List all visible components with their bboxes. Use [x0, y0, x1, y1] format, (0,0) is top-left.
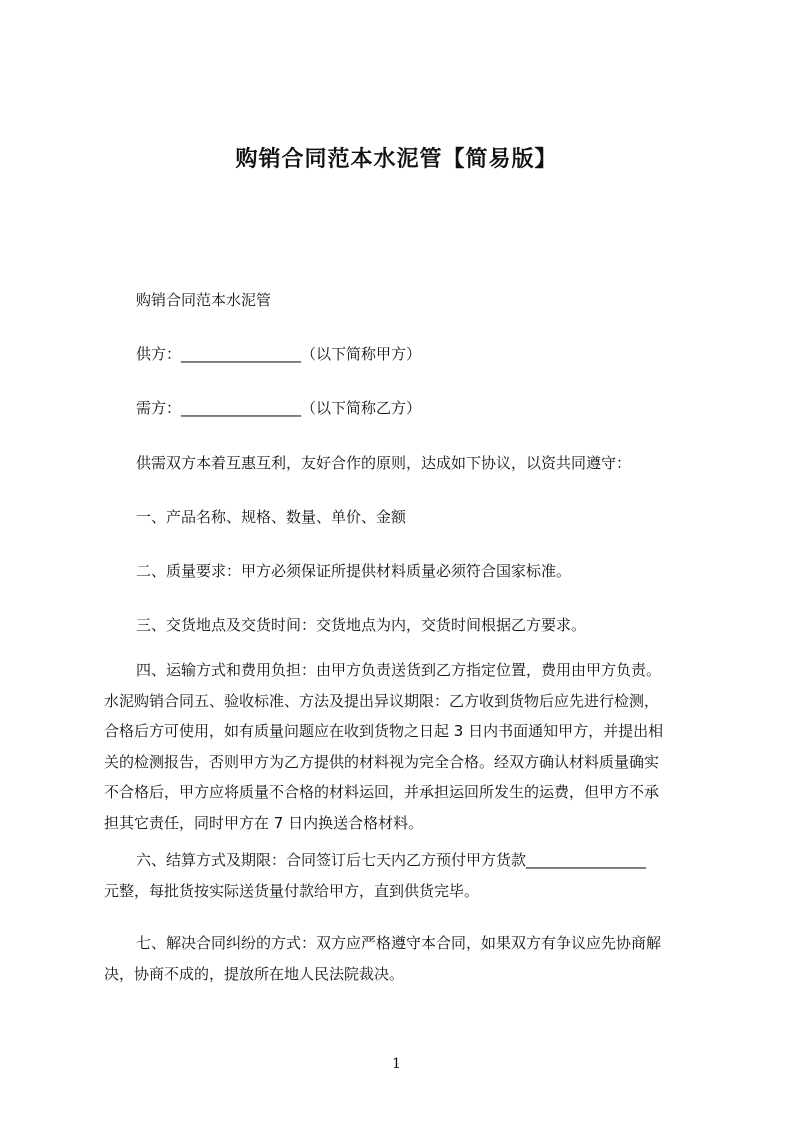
clause-6-block [104, 845, 706, 906]
clause-7-line: 七、解决合同纠纷的方式：双方应严格遵守本合同，如果双方有争议应先协商解 [136, 934, 662, 952]
clause-4-line: 四、运输方式和费用负担：由甲方负责送货到乙方指定位置，费用由甲方负责。 [136, 661, 662, 679]
subtitle: 购销合同范本水泥管 [136, 291, 272, 309]
clause-4-line: 水泥购销合同五、验收标准、方法及提出异议期限：乙方收到货物后应先进行检测， [104, 691, 660, 710]
clause-6-line: 元整，每批货按实际送货量付款给甲方，直到供货完毕。 [104, 881, 480, 900]
clause-4-block [104, 655, 706, 838]
document-title: 购销合同范本水泥管【简易版】 [235, 147, 558, 172]
clause-4-line: 不合格后，甲方应将质量不合格的材料运回，并承担运回所发生的运费，但甲方不承 [104, 783, 660, 801]
clause-1: 一、产品名称、规格、数量、单价、金额 [136, 508, 407, 526]
clause-4-line: 担其它责任，同时甲方在 7 日内换送合格材料。 [104, 813, 424, 832]
supplier-line: 供方：________________（以下简称甲方） [136, 345, 422, 363]
clause-7-line: 决，协商不成的，提放所在地人民法院裁决。 [104, 964, 405, 983]
clause-4-line: 关的检测报告，否则甲方为乙方提供的材料视为完全合格。经双方确认材料质量确实 [104, 752, 660, 771]
clause-2: 二、质量要求：甲方必须保证所提供材料质量必须符合国家标准。 [136, 562, 572, 580]
clause-3: 三、交货地点及交货时间：交货地点为内，交货时间根据乙方要求。 [136, 616, 587, 634]
intro-paragraph: 供需双方本着互惠互利，友好合作的原则，达成如下协议，以资共同遵守： [136, 454, 632, 472]
buyer-line: 需方：________________（以下简称乙方） [136, 399, 422, 417]
clause-6-line: 六、结算方式及期限：合同签订后七天内乙方预付甲方货款________________ [136, 851, 647, 869]
page-number: 1 [392, 1056, 401, 1072]
clause-7-block [104, 928, 706, 989]
clause-4-line: 合格后方可使用，如有质量问题应在收到货物之日起 3 日内书面通知甲方，并提出相 [104, 722, 664, 740]
